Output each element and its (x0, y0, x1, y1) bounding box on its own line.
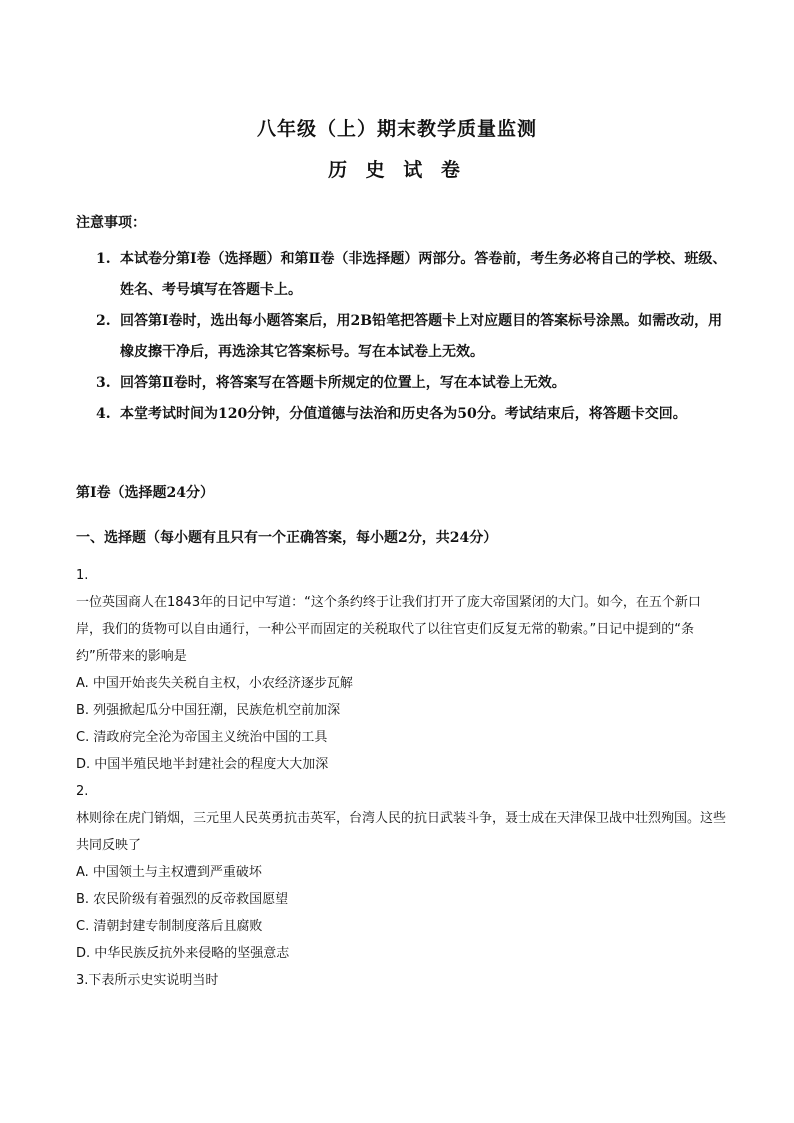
option-d: D. 中国半殖民地半封建社会的程度大大加深 (76, 757, 329, 772)
notice-number: 3. (96, 375, 111, 391)
notice-heading: 注意事项： (76, 215, 146, 231)
question-number: 2. (76, 784, 89, 799)
question-number: 3. (76, 973, 89, 988)
option-a: A. 中国开始丧失关税自主权，小农经济逐步瓦解 (76, 676, 353, 691)
option-d: D. 中华民族反抗外来侵略的坚强意志 (76, 946, 290, 961)
page-title: 八年级（上）期末教学质量监测 (256, 118, 537, 140)
notice-number: 1. (96, 251, 111, 267)
notice-item (76, 399, 736, 430)
notice-text: 本试卷分第Ⅰ卷（选择题）和第Ⅱ卷（非选择题）两部分。答卷前，考生务必将自己的学校、班级、姓名、考号填写在答题卡上。 (120, 251, 727, 298)
section-heading: 一、选择题（每小题有且只有一个正确答案，每小题2分，共24分） (76, 530, 498, 546)
option-c: C. 清朝封建专制制度落后且腐败 (76, 919, 263, 934)
notice-number: 4. (96, 406, 111, 422)
section-part1: 第Ⅰ卷（选择题24分） (76, 485, 215, 501)
question-list (76, 562, 726, 994)
option-a: A. 中国领土与主权遭到严重破坏 (76, 865, 262, 880)
notice-list (76, 244, 736, 430)
notice-text: 本堂考试时间为120分钟，分值道德与法治和历史各为50分。考试结束后，将答题卡交回。 (120, 406, 687, 422)
notice-number: 2. (96, 313, 111, 329)
question-stem: 一位英国商人在1843年的日记中写道：“这个条约终于让我们打开了庞大帝国紧闭的大门。如今，在五个新口岸，我们的货物可以自由通行，一种公平而固定的关税取代了以往官吏们反复无常的勒索。”日记中提到的“条约”所带来的影响是 (76, 595, 701, 664)
page-subtitle: 历 史 试 卷 (328, 159, 466, 181)
notice-item (76, 306, 736, 368)
question-stem: 下表所示史实说明当时 (88, 973, 219, 988)
option-c: C. 清政府完全沦为帝国主义统治中国的工具 (76, 730, 328, 745)
question-number: 1. (76, 568, 89, 583)
option-b: B. 列强掀起瓜分中国狂潮，民族危机空前加深 (76, 703, 341, 718)
question-stem: 林则徐在虎门销烟，三元里人民英勇抗击英军，台湾人民的抗日武装斗争，聂士成在天津保卫战中壮烈殉国。这些共同反映了 (76, 811, 727, 853)
notice-text: 回答第Ⅰ卷时，选出每小题答案后，用2B铅笔把答题卡上对应题目的答案标号涂黑。如需改动，用橡皮擦干净后，再选涂其它答案标号。写在本试卷上无效。 (120, 313, 723, 360)
notice-item (76, 244, 736, 306)
question (76, 778, 726, 967)
notice-text: 回答第Ⅱ卷时，将答案写在答题卡所规定的位置上，写在本试卷上无效。 (120, 375, 566, 391)
option-b: B. 农民阶级有着强烈的反帝救国愿望 (76, 892, 289, 907)
question (76, 562, 726, 778)
question (76, 967, 726, 994)
notice-item (76, 368, 736, 399)
